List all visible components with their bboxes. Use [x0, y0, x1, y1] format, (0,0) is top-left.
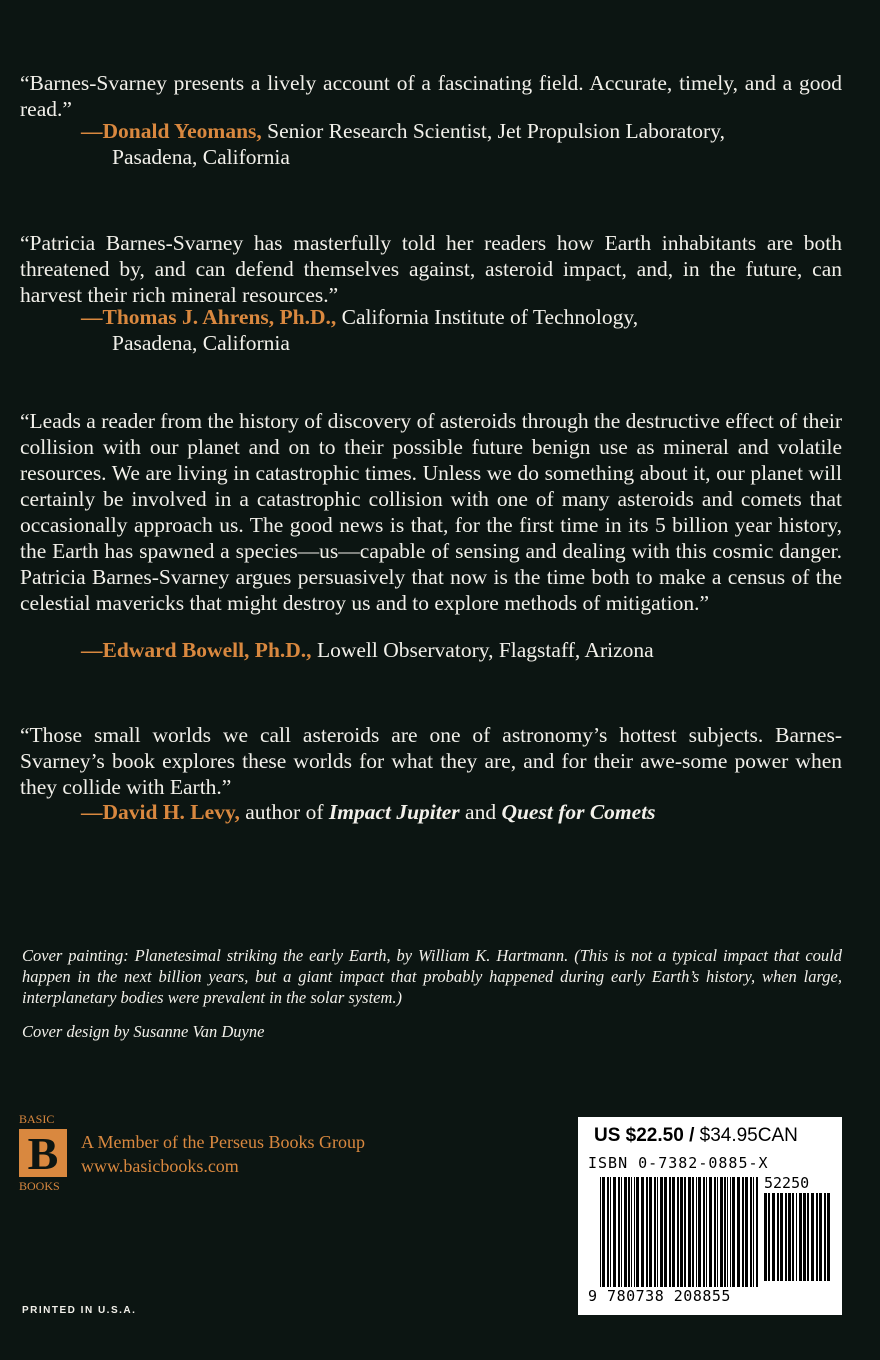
barcode-bar: [732, 1177, 735, 1287]
barcode-bar: [750, 1177, 752, 1287]
barcode-bar: [788, 1193, 791, 1281]
barcode-bar: [827, 1193, 830, 1281]
barcode-bar: [657, 1177, 658, 1287]
logo-top-text: BASIC: [19, 1112, 55, 1126]
quote-ahrens: “Patricia Barnes-Svarney has masterfully told her readers how Earth inhabitants are both threatened by, and can defend themselves against, asteroid impact, and, in the future, can harvest their rich mineral resources.”: [20, 231, 842, 307]
barcode-bar: [780, 1193, 783, 1281]
publisher-website: www.basicbooks.com: [81, 1156, 239, 1176]
attribution-name: —Edward Bowell, Ph.D.,: [81, 638, 312, 662]
barcode-bar: [669, 1177, 671, 1287]
attribution-name: —Donald Yeomans,: [81, 119, 262, 143]
barcode-bar: [624, 1177, 627, 1287]
barcode-bar: [618, 1177, 620, 1287]
barcode-bar: [777, 1193, 779, 1281]
quote-bowell: “Leads a reader from the history of discovery of asteroids through the destructive effect of their collision with our planet and on to their possible future benign use as mineral and volatile resources. We are living in catastrophic times. Unless we do something about it, our planet will certainly be involved in a catastrophic collision with one of many asteroids and comets that occasionally approach us. The good news is that, for the first time in its 5 billion year history, the Earth has spawned a species—us—capable of sensing and dealing with this cosmic danger. Patricia Barnes-Svarney argues persuasively that now is the time both to make a census of the celestial mavericks that might destroy us and to explore methods of mitigation.”: [20, 409, 842, 615]
barcode-bar: [649, 1177, 652, 1287]
attribution-ahrens: [81, 304, 638, 330]
barcode-bar: [807, 1193, 809, 1281]
barcode-bar: [688, 1177, 691, 1287]
barcode-bar: [796, 1193, 797, 1281]
book-title: Impact Jupiter: [328, 800, 460, 824]
attribution-location: Pasadena, California: [112, 145, 290, 169]
conjunction: and: [459, 800, 502, 824]
barcode-bar: [730, 1177, 731, 1287]
barcode-bar: [692, 1177, 694, 1287]
logo-bottom-text: BOOKS: [19, 1179, 60, 1193]
barcode-bar: [706, 1177, 707, 1287]
barcode-bar: [677, 1177, 679, 1287]
attribution-affiliation: author of: [239, 800, 329, 824]
barcode-bar: [785, 1193, 787, 1281]
barcode-bar: [724, 1177, 726, 1287]
barcode-bar: [768, 1193, 770, 1281]
barcode-box: [578, 1117, 842, 1315]
barcode-bar: [646, 1177, 648, 1287]
barcode-bar: [727, 1177, 728, 1287]
barcode-bar: [742, 1177, 744, 1287]
attribution-name: —David H. Levy,: [81, 800, 240, 824]
barcode-bar: [745, 1177, 748, 1287]
barcode-bar: [717, 1177, 718, 1287]
barcode-bar: [811, 1193, 814, 1281]
price-label: [594, 1125, 798, 1147]
attribution-location: Pasadena, California: [112, 331, 290, 355]
barcode-bar: [714, 1177, 716, 1287]
barcode-bar: [753, 1177, 754, 1287]
barcode-bar: [664, 1177, 667, 1287]
logo-letter: B: [27, 1128, 59, 1179]
price-us: US $22.50: [594, 1125, 684, 1146]
addon-code: 52250: [764, 1174, 810, 1192]
publisher-info: [81, 1130, 365, 1178]
barcode-bar: [720, 1177, 723, 1287]
isbn-number: ISBN 0-7382-0885-X: [588, 1154, 769, 1172]
barcode-bar: [703, 1177, 705, 1287]
barcode-bar: [607, 1177, 609, 1287]
quote-yeomans: “Barnes-Svarney presents a lively account of a fascinating field. Accurate, timely, and a good read.”: [20, 71, 842, 121]
barcode-bar: [660, 1177, 663, 1287]
barcode-bar: [613, 1177, 616, 1287]
attribution-yeomans: [81, 118, 725, 144]
barcode-bar: [756, 1177, 758, 1287]
attribution-bowell: [81, 637, 654, 663]
barcode-bar: [680, 1177, 683, 1287]
barcode-bar: [628, 1177, 630, 1287]
ean-number: 9 780738 208855: [588, 1287, 731, 1305]
barcode-bar: [816, 1193, 818, 1281]
barcode-bar: [792, 1193, 794, 1281]
barcode-bar: [737, 1177, 740, 1287]
barcode-bar: [824, 1193, 826, 1281]
barcode-bar: [684, 1177, 686, 1287]
barcode-bar: [698, 1177, 701, 1287]
attribution-name: —Thomas J. Ahrens, Ph.D.,: [81, 305, 337, 329]
barcode-bar: [636, 1177, 639, 1287]
attribution-affiliation: Senior Research Scientist, Jet Propulsion Laboratory,: [261, 119, 725, 143]
barcode-bar: [634, 1177, 635, 1287]
quote-levy: “Those small worlds we call asteroids are one of astronomy’s hottest subjects. Barnes-Svarney’s book explores these worlds for what they are, and for their awe-some power when they collide with Earth.”: [20, 723, 842, 799]
barcode-bar: [696, 1177, 697, 1287]
barcode-bar: [709, 1177, 712, 1287]
printed-in-label: PRINTED IN U.S.A.: [22, 1305, 137, 1316]
addon-barcode: [764, 1193, 830, 1281]
barcode-bar: [772, 1193, 775, 1281]
cover-painting-note: Cover painting: Planetesimal striking the early Earth, by William K. Hartmann. (This is not a typical impact that could happen in the next billion years, but a giant impact that probably happened during early Earth’s history, when large, interplanetary bodies were prevalent in the solar system.): [22, 946, 842, 1007]
attribution-levy: [81, 799, 656, 825]
price-separator: /: [683, 1125, 700, 1146]
barcode-bar: [654, 1177, 656, 1287]
barcode-bar: [600, 1177, 601, 1287]
barcode-bar: [819, 1193, 822, 1281]
cover-design-note: Cover design by Susanne Van Duyne: [22, 1022, 265, 1041]
barcode-bar: [672, 1177, 675, 1287]
barcode-bar: [631, 1177, 632, 1287]
barcode-bar: [764, 1193, 767, 1281]
barcode-bar: [610, 1177, 611, 1287]
barcode-bar: [641, 1177, 644, 1287]
price-can: $34.95CAN: [699, 1125, 798, 1146]
publisher-member-text: A Member of the Perseus Books Group: [81, 1132, 365, 1152]
attribution-affiliation: Lowell Observatory, Flagstaff, Arizona: [311, 638, 654, 662]
barcode-bar: [799, 1193, 802, 1281]
book-title: Quest for Comets: [501, 800, 656, 824]
barcode-bar: [602, 1177, 605, 1287]
publisher-logo: [19, 1112, 71, 1194]
barcode-bar: [621, 1177, 622, 1287]
barcode-bar: [803, 1193, 806, 1281]
attribution-affiliation: California Institute of Technology,: [336, 305, 639, 329]
logo-block: [19, 1129, 67, 1177]
ean-barcode: [600, 1177, 758, 1287]
